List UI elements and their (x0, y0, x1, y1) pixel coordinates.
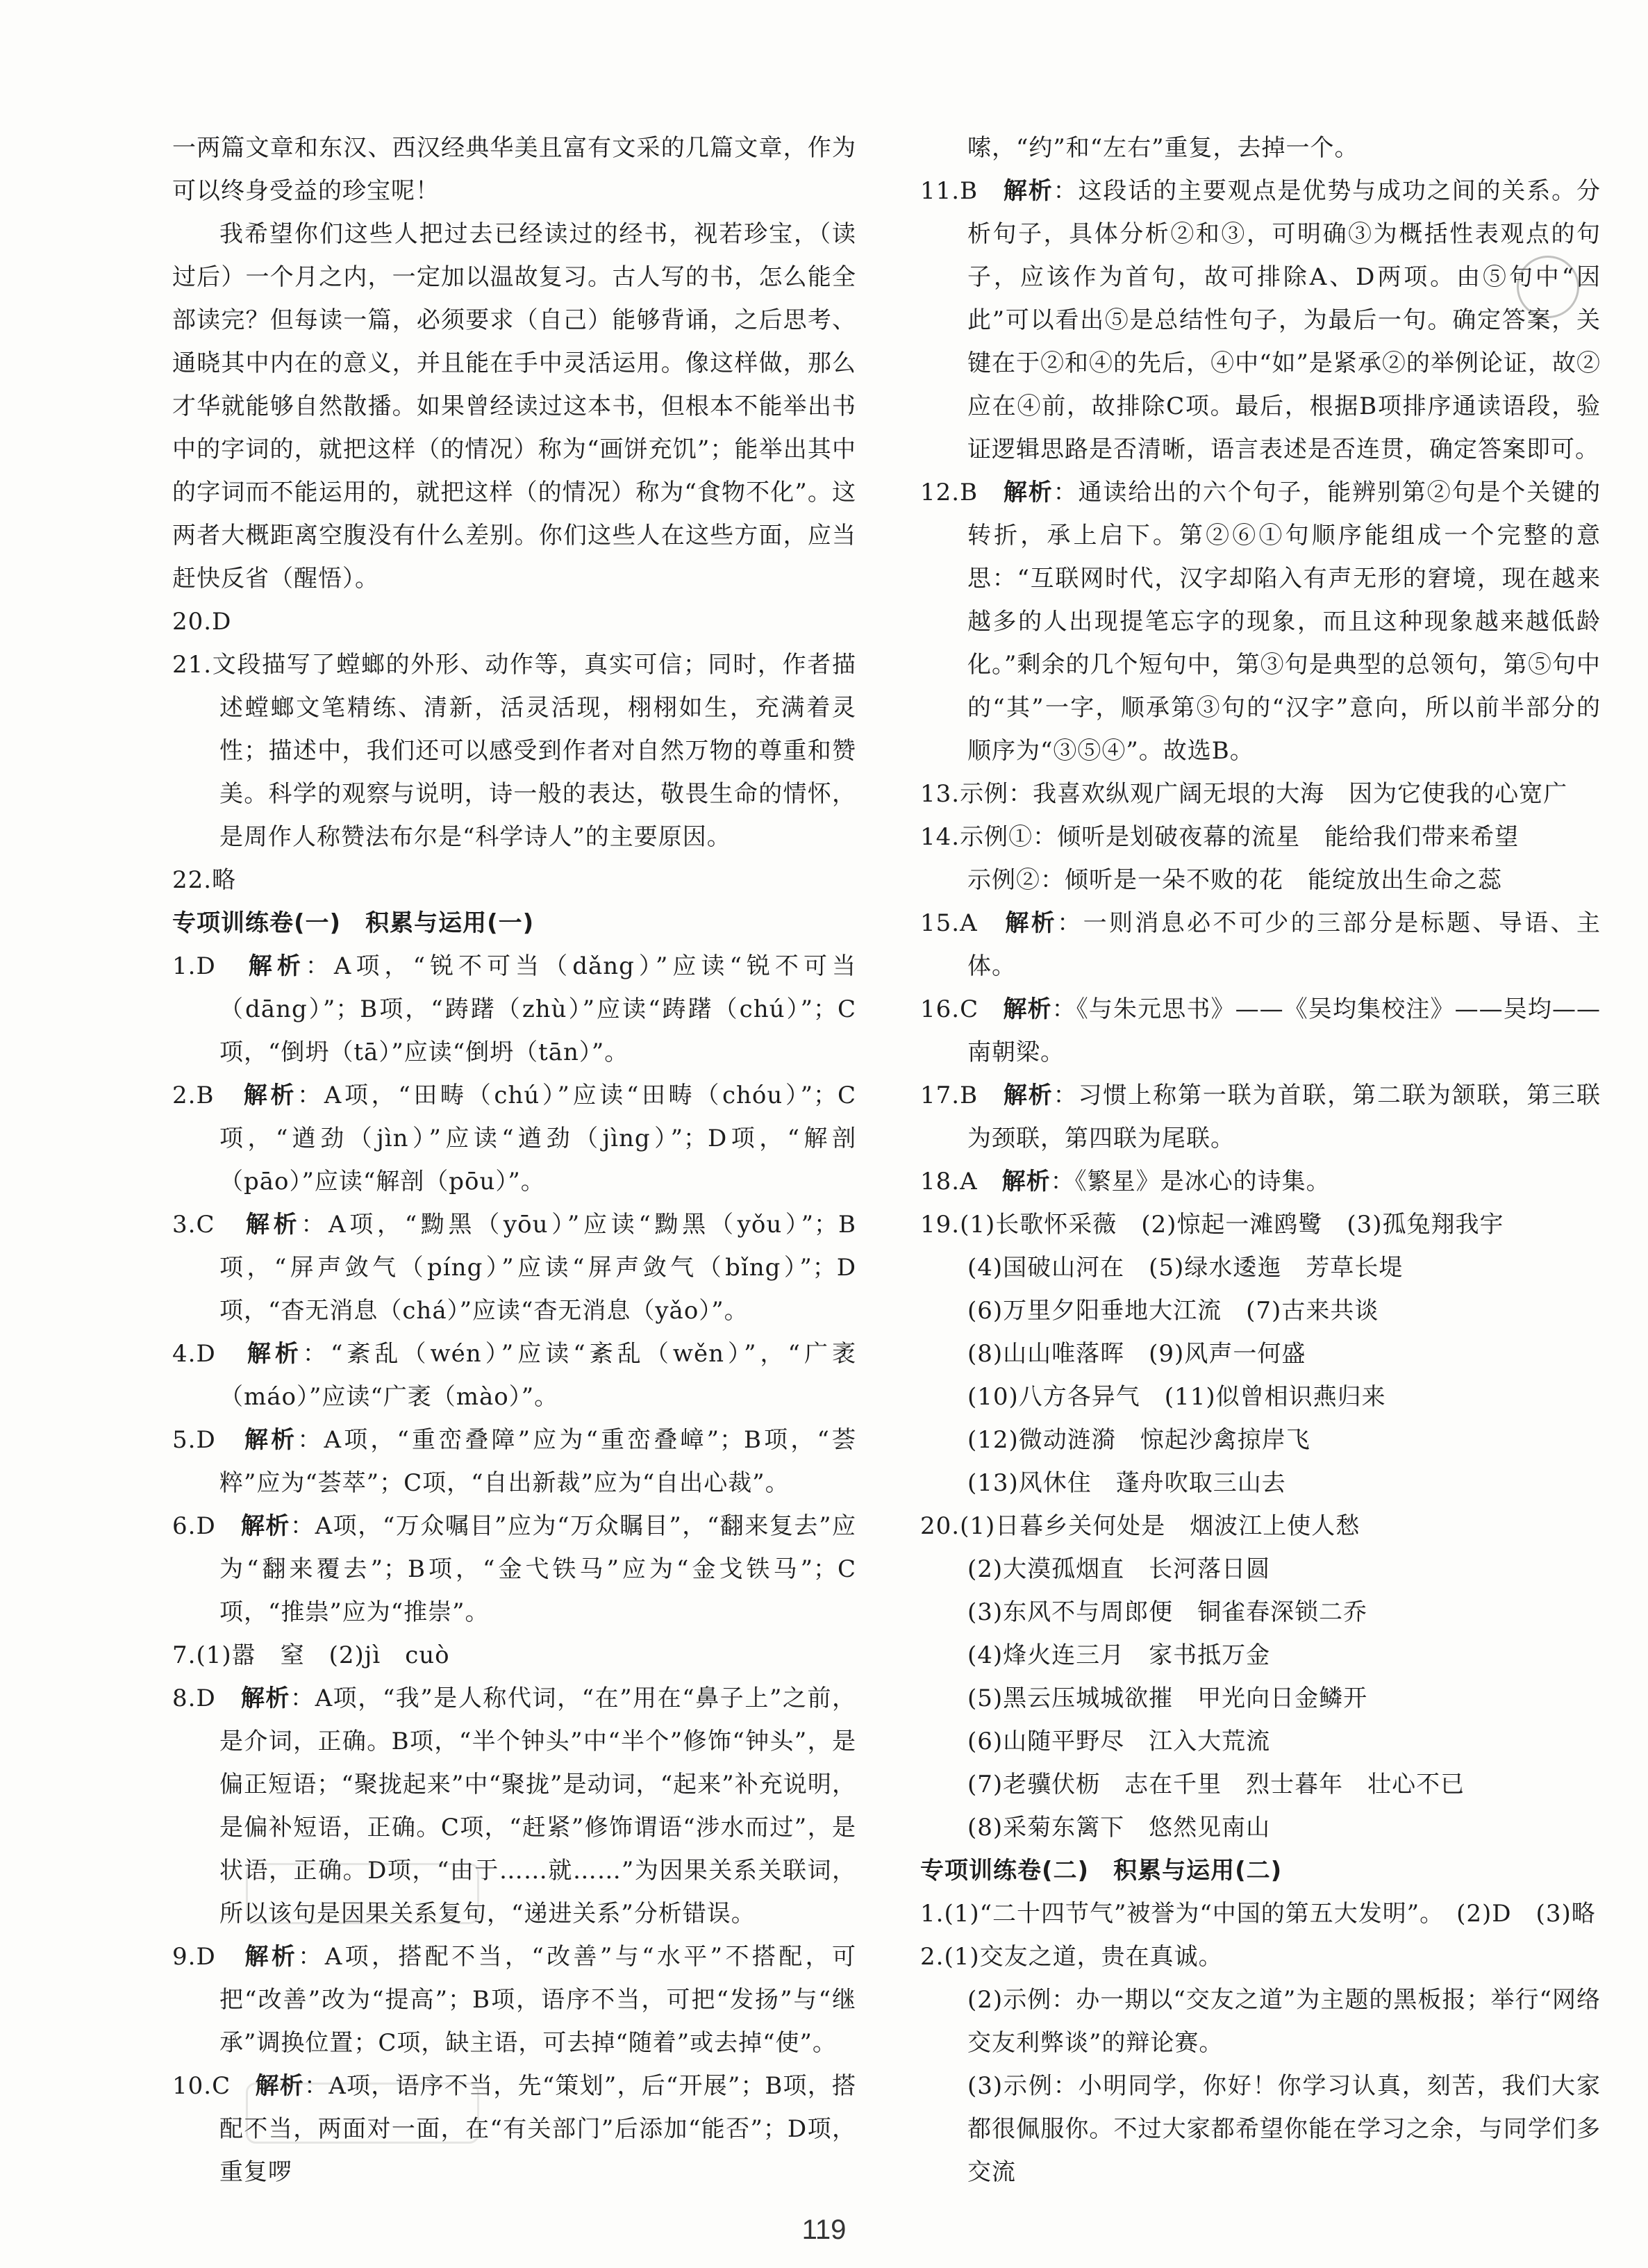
answer-item (920, 1203, 1601, 1246)
answer-item: 8.D 解析：A项，“我”是人称代词，“在”用在“鼻子上”之前，是介词，正确。B项，“半个钟头”中“半个”修饰“钟头”，是偏正短语；“聚拢起来”中“聚拢”是动词，“起来”补充说明，是偏补短语，正确。C项，“赶紧”修饰谓语“涉水而过”，是状语，正确。D项，“由于……就……”为因果关系关联词，所以该句是因果关系复句，“递进关系”分析错误。 (172, 1685, 857, 1928)
answer-number: 11.B (920, 177, 979, 205)
analysis-text: 这段话的主要观点是优势与成功之间的关系。分析句子，具体分析②和③，可明确③为概括性表观点的句子，应该作为首句，故可排除A、D两项。由⑤句中“因此”可以看出⑤是总结性句子，为最后一句。确定答案，关键在于②和④的先后，④中“如”是紧承②的举例论证，故②应在④前，故排除C项。最后，根据B项排序通读语段，验证逻辑思路是否清晰，语言表述是否连贯，确定答案即可。 (967, 177, 1601, 463)
analysis-text: A项，语序不当，先“策划”，后“开展”；B项，搭配不当，两面对一面，在“有关部门”后添加“能否”；D项，重复啰 (219, 2072, 857, 2186)
answer-item: 2.B 解析：A项，“田畴（chú）”应读“田畴（chóu）”；C项，“遒劲（jìn）”应读“遒劲（jìng）”；D项，“解剖（pāo）”应读“解剖（pōu）”。 (172, 1082, 857, 1195)
analysis-text: 《繁星》是冰心的诗集。 (1074, 1168, 1331, 1195)
answer-item (172, 643, 856, 859)
answer-line: (3)东风不与周郎便 铜雀春深锁二乔 (967, 1598, 1368, 1626)
answer-line: (6)山随平野尽 江入大荒流 (967, 1728, 1271, 1755)
answer-number: 2.B (172, 1082, 215, 1109)
watermark-mark (246, 2083, 479, 2144)
answer-line: (5)黑云压城城欲摧 甲光向日金鳞开 (967, 1685, 1368, 1712)
answer-text: 示例①：倾听是划破夜幕的流星 能给我们带来希望 (960, 823, 1520, 851)
analysis-label: 解析 (1003, 177, 1054, 205)
answer-line: (2)大漠孤烟直 长河落日圆 (967, 1555, 1271, 1583)
answer-line: (13)风休住 蓬舟吹取三山去 (967, 1469, 1286, 1497)
answer-item (920, 1505, 1601, 1548)
answer-number: 3.C (172, 1211, 215, 1239)
answer-item (920, 816, 1601, 859)
page-number: 119 (801, 2215, 847, 2245)
analysis-text: A项，“万众嘱目”应为“万众瞩目”，“翻来复去”应为“翻来覆去”；B项，“金弋铁马”应为“金戈铁马”；C项，“推祟”应为“推崇”。 (219, 1512, 857, 1626)
analysis-text: 《与朱元思书》——《吴均集校注》——吴均——南朝梁。 (967, 995, 1601, 1066)
answer-item (172, 859, 856, 902)
analysis-text: 一则消息必不可少的三部分是标题、导语、主体。 (967, 909, 1601, 980)
answer-text: (1)嚣 窒 (2)jì cuò (196, 1641, 450, 1669)
analysis-label: 解析 (1003, 1082, 1054, 1109)
analysis-text: 通读给出的六个句子，能辨别第②句是个关键的转折，承上启下。第②⑥①句顺序能组成一个完整的意思：“互联网时代，汉字却陷入有声无形的窘境，现在越来越多的人出现提笔忘字的现象，而且这种现象越来越低龄化。”剩余的几个短句中，第③句是典型的总领句，第⑤句中的“其”一字，顺承第③句的“汉字”意向，所以前半部分的顺序为“③⑤④”。故选B。 (967, 479, 1601, 765)
answer-item: 1.D 解析：A项，“锐不可当（dǎng）”应读“锐不可当（dāng）”；B项，“踌躇（zhù）”应读“踌躇（chú）”；C项，“倒坍（tā）”应读“倒坍（tān）”。 (172, 952, 856, 1066)
answer-number: 17.B (920, 1082, 979, 1109)
section-title: 专项训练卷(一) 积累与运用(一) (172, 909, 535, 937)
watermark-mark (246, 1863, 479, 1924)
analysis-text: “紊乱（wén）”应读“紊乱（wěn）”，“广袤（máo）”应读“广袤（mào）”。 (219, 1340, 857, 1411)
answer-item: 5.D 解析：A项，“重峦叠障”应为“重峦叠嶂”；B项，“荟粹”应为“荟萃”；C项，“自出新裁”应为“自出心裁”。 (172, 1426, 857, 1497)
analysis-label: 解析 (240, 1685, 290, 1712)
answer-item: 10.C 解析：A项，语序不当，先“策划”，后“开展”；B项，搭配不当，两面对一面，在“有关部门”后添加“能否”；D项，重复啰 (172, 2072, 857, 2186)
answer-line: 嗦，“约”和“左右”重复，去掉一个。 (967, 134, 1359, 162)
analysis-label: 解析 (243, 1082, 298, 1109)
analysis-label: 解析 (1005, 909, 1058, 937)
answer-number: 22. (172, 866, 213, 894)
answer-item: 18.A 解析：《繁星》是冰心的诗集。 (920, 1168, 1331, 1195)
answer-item: 11.B 解析：这段话的主要观点是优势与成功之间的关系。分析句子，具体分析②和③，可明确③为概括性表观点的句子，应该作为首句，故可排除A、D两项。由⑤句中“因此”可以看出⑤是总结性句子，为最后一句。确定答案，关键在于②和④的先后，④中“如”是紧承②的举例论证，故②应在④前，故排除C项。最后，根据B项排序通读语段，验证逻辑思路是否清晰，语言表述是否连贯，确定答案即可。 (920, 177, 1601, 463)
answer-number: 1. (920, 1900, 944, 1928)
analysis-label: 解析 (1003, 995, 1052, 1023)
answer-number: 1.D (172, 952, 216, 980)
answer-text: (1)“二十四节气”被誉为“中国的第五大发明”。 (2)D (3)略 (944, 1900, 1596, 1928)
analysis-label: 解析 (245, 1211, 301, 1239)
answer-number: 13. (920, 780, 960, 808)
answer-item: 12.B 解析：通读给出的六个句子，能辨别第②句是个关键的转折，承上启下。第②⑥①句顺序能组成一个完整的意思：“互联网时代，汉字却陷入有声无形的窘境，现在越来越多的人出现提笔忘字的现象，而且这种现象越来越低龄化。”剩余的几个短句中，第③句是典型的总领句，第⑤句中的“其”一字，顺承第③句的“汉字”意向，所以前半部分的顺序为“③⑤④”。故选B。 (920, 479, 1601, 765)
answer-number: 16.C (920, 995, 979, 1023)
right-column (920, 126, 1601, 2194)
analysis-label: 解析 (248, 952, 306, 980)
answer-number: 20. (920, 1512, 960, 1540)
answer-number: 10.C (172, 2072, 231, 2100)
analysis-text: A项，“田畴（chú）”应读“田畴（chóu）”；C项，“遒劲（jìn）”应读“遒劲（jìng）”；D项，“解剖（pāo）”应读“解剖（pōu）”。 (219, 1082, 857, 1195)
answer-item: 6.D 解析：A项，“万众嘱目”应为“万众瞩目”，“翻来复去”应为“翻来覆去”；B项，“金弋铁马”应为“金戈铁马”；C项，“推祟”应为“推崇”。 (172, 1512, 857, 1626)
answer-number: 2. (920, 1943, 944, 1971)
answer-line: (4)国破山河在 (5)绿水逶迤 芳草长堤 (967, 1254, 1404, 1282)
answer-item (172, 1634, 856, 1677)
analysis-label: 解析 (244, 1426, 298, 1454)
answer-text: (1)长歌怀采薇 (2)惊起一滩鸥鹭 (3)孤兔翔我宇 (960, 1211, 1504, 1239)
answer-number: 19. (920, 1211, 960, 1239)
answer-text: 示例：我喜欢纵观广阔无垠的大海 因为它使我的心宽广 (960, 780, 1568, 808)
answer-item (172, 600, 856, 643)
answer-number: 7. (172, 1641, 197, 1669)
answer-line: (6)万里夕阳垂地大江流 (7)古来共谈 (967, 1297, 1379, 1325)
answer-item (920, 1935, 1601, 1978)
answer-item: 17.B 解析：习惯上称第一联为首联，第二联为颔联，第三联为颈联，第四联为尾联。 (920, 1082, 1601, 1152)
analysis-text: A项，“我”是人称代词，“在”用在“鼻子上”之前，是介词，正确。B项，“半个钟头”中“半个”修饰“钟头”，是偏正短语；“聚拢起来”中“聚拢”是动词，“起来”补充说明，是偏补短语，正确。C项，“赶紧”修饰谓语“涉水而过”，是状语，正确。D项，“由于……就……”为因果关系关联词，所以该句是因果关系复句，“递进关系”分析错误。 (219, 1685, 857, 1928)
analysis-label: 解析 (1001, 1168, 1051, 1195)
answer-line: (7)老骥伏枥 志在千里 烈士暮年 壮心不已 (967, 1771, 1465, 1798)
answer-line: (10)八方各异气 (11)似曾相识燕归来 (967, 1383, 1386, 1411)
answer-line: 示例②：倾听是一朵不败的花 能绽放出生命之蕊 (967, 866, 1502, 894)
answer-line: (4)烽火连三月 家书抵万金 (967, 1641, 1271, 1669)
answer-text: 略 (212, 866, 237, 894)
answer-item (920, 1892, 1601, 1935)
analysis-label: 解析 (240, 1512, 290, 1540)
section-title: 专项训练卷(二) 积累与运用(二) (920, 1857, 1283, 1885)
analysis-text: 习惯上称第一联为首联，第二联为颔联，第三联为颈联，第四联为尾联。 (967, 1082, 1601, 1152)
answer-line: (2)示例：办一期以“交友之道”为主题的黑板报；举行“网络交友利弊谈”的辩论赛。 (967, 1986, 1601, 2057)
analysis-label: 解析 (247, 1340, 303, 1368)
answer-item (920, 772, 1601, 816)
analysis-label: 解析 (255, 2072, 304, 2100)
analysis-label: 解析 (244, 1943, 299, 1971)
answer-number: 21. (172, 651, 213, 679)
paragraph: 一两篇文章和东汉、西汉经典华美且富有文采的几篇文章，作为可以终身受益的珍宝呢！ (172, 134, 856, 205)
answer-number: 5.D (172, 1426, 216, 1454)
answer-item: 4.D 解析：“紊乱（wén）”应读“紊乱（wěn）”，“广袤（máo）”应读“广袤（mào）”。 (172, 1340, 857, 1411)
analysis-label: 解析 (1003, 479, 1054, 506)
answer-item: 16.C 解析：《与朱元思书》——《吴均集校注》——吴均——南朝梁。 (920, 995, 1601, 1066)
answer-number: 15.A (920, 909, 978, 937)
answer-item: 15.A 解析：一则消息必不可少的三部分是标题、导语、主体。 (920, 909, 1601, 980)
answer-item: 3.C 解析：A项，“黝黑（yōu）”应读“黝黑（yǒu）”；B项，“屏声敛气（píng）”应读“屏声敛气（bǐng）”；D项，“杳无消息（chá）”应读“杳无消息（yǎo）”。 (172, 1211, 857, 1325)
answer-line: (3)示例：小明同学，你好！你学习认真，刻苦，我们大家都很佩服你。不过大家都希望你能在学习之余，与同学们多交流 (967, 2072, 1601, 2186)
answer-number: 6.D (172, 1512, 216, 1540)
analysis-text: A项，“锐不可当（dǎng）”应读“锐不可当（dāng）”；B项，“踌躇（zhù）”应读“踌躇（chú）”；C项，“倒坍（tā）”应读“倒坍（tān）”。 (219, 952, 856, 1066)
analysis-text: A项，“黝黑（yōu）”应读“黝黑（yǒu）”；B项，“屏声敛气（píng）”应读“屏声敛气（bǐng）”；D项，“杳无消息（chá）”应读“杳无消息（yǎo）”。 (219, 1211, 857, 1325)
paragraph: 我希望你们这些人把过去已经读过的经书，视若珍宝，（读过后）一个月之内，一定加以温故复习。古人写的书，怎么能全部读完？但每读一篇，必须要求（自己）能够背诵，之后思考、通晓其中内在的意义，并且能在手中灵活运用。像这样做，那么才华就能够自然散播。如果曾经读过这本书，但根本不能举出书中的字词的，就把这样（的情况）称为“画饼充饥”；能举出其中的字词而不能运用的，就把这样（的情况）称为“食物不化”。这两者大概距离空腹没有什么差别。你们这些人在这些方面，应当赶快反省（醒悟）。 (172, 220, 856, 593)
answer-item: 9.D 解析：A项，搭配不当，“改善”与“水平”不搭配，可把“改善”改为“提高”；B项，语序不当，可把“发扬”与“继承”调换位置；C项，缺主语，可去掉“随着”或去掉“使”。 (172, 1943, 857, 2057)
answer-text: (1)日暮乡关何处是 烟波江上使人愁 (960, 1512, 1360, 1540)
answer-number: 8.D (172, 1685, 216, 1712)
answer-number: 9.D (172, 1943, 216, 1971)
answer-line: (12)微动涟漪 惊起沙禽掠岸飞 (967, 1426, 1310, 1454)
answer-text: 文段描写了螳螂的外形、动作等，真实可信；同时，作者描述螳螂文笔精练、清新，活灵活现，栩栩如生，充满着灵性；描述中，我们还可以感受到作者对自然万物的尊重和赞美。科学的观察与说明，诗一般的表达，敬畏生命的情怀，是周作人称赞法布尔是“科学诗人”的主要原因。 (212, 651, 856, 851)
answer-number: 20.D (172, 608, 232, 636)
answer-text: (1)交友之道，贵在真诚。 (944, 1943, 1223, 1971)
answer-number: 12.B (920, 479, 979, 506)
answer-number: 18.A (920, 1168, 978, 1195)
analysis-text: A项，搭配不当，“改善”与“水平”不搭配，可把“改善”改为“提高”；B项，语序不当，可把“发扬”与“继承”调换位置；C项，缺主语，可去掉“随着”或去掉“使”。 (219, 1943, 857, 2057)
answer-line: (8)采菊东篱下 悠然见南山 (967, 1814, 1271, 1841)
answer-line: (8)山山唯落晖 (9)风声一何盛 (967, 1340, 1306, 1368)
analysis-text: A项，“重峦叠障”应为“重峦叠嶂”；B项，“荟粹”应为“荟萃”；C项，“自出新裁”应为“自出心裁”。 (219, 1426, 857, 1497)
answer-number: 14. (920, 823, 960, 851)
answer-number: 4.D (172, 1340, 216, 1368)
